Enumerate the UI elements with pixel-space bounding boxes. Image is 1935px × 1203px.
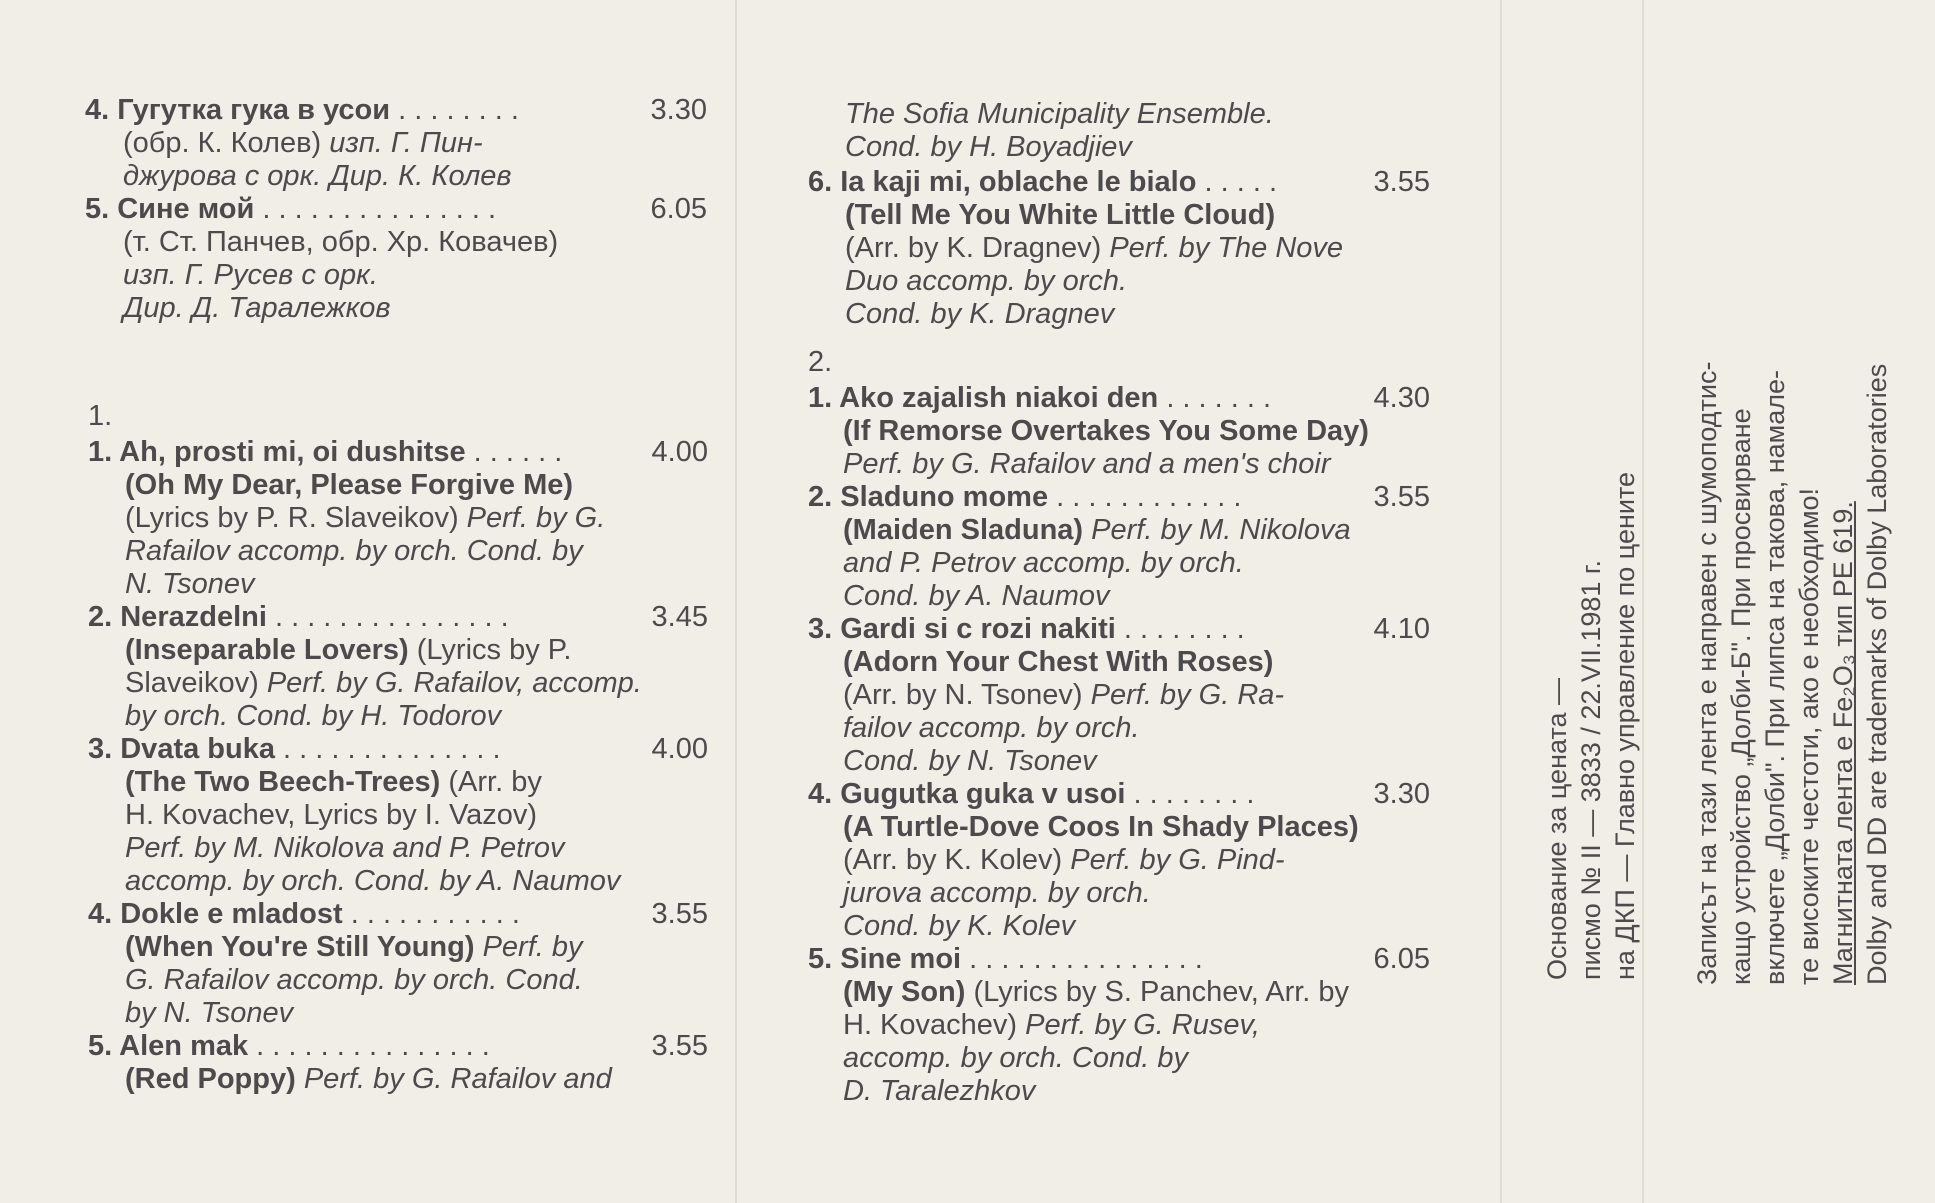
track-credit-line bbox=[125, 865, 620, 898]
track-credit-line bbox=[843, 1009, 1260, 1042]
credit-text bbox=[1083, 514, 1091, 546]
price-line: Основание за цената — bbox=[1542, 678, 1572, 980]
track-title: 5. Сине мой bbox=[85, 193, 255, 225]
credit-text: (Arr. by bbox=[440, 766, 542, 798]
track-title: 1. Ah, prosti mi, oi dushitse bbox=[88, 436, 466, 468]
track-title: 2. Sladuno mome bbox=[808, 481, 1049, 513]
track-heading bbox=[88, 436, 708, 469]
track-credit-line bbox=[843, 514, 1351, 547]
track-title: 4. Gugutka guka v usoi bbox=[808, 778, 1126, 810]
performer-text: accomp. by orch. Cond. by A. Naumov bbox=[125, 865, 621, 897]
track-translation: (When You're Still Young) bbox=[125, 931, 475, 963]
leader-dots: . . . . . . . . . . . . . . . bbox=[266, 601, 509, 633]
leader-dots: . . . . . . bbox=[465, 436, 563, 468]
track-heading bbox=[808, 481, 1430, 514]
track-credit-line bbox=[125, 964, 583, 997]
track-credit-line bbox=[125, 1063, 612, 1096]
fold-line bbox=[1500, 0, 1502, 1203]
credit-text: (обр. К. Колев) bbox=[123, 127, 330, 159]
track-credit-line bbox=[843, 547, 1244, 580]
performer-text: Cond. by H. Boyadjiev bbox=[845, 131, 1132, 163]
fold-line bbox=[1642, 0, 1644, 1203]
track-credit-line bbox=[843, 1075, 1035, 1108]
track-credit-line bbox=[843, 877, 1151, 910]
track-credit-line bbox=[843, 976, 1349, 1009]
track-heading bbox=[808, 382, 1430, 415]
leader-dots: . . . . . . . . bbox=[1125, 778, 1255, 810]
track-duration: 3.45 bbox=[651, 601, 708, 633]
track-credit-line bbox=[123, 226, 558, 259]
performer-text: by orch. Cond. by H. Todorov bbox=[125, 700, 502, 732]
side-label: 1. bbox=[88, 400, 113, 432]
track-credit-line bbox=[845, 199, 1275, 232]
track-duration: 6.05 bbox=[1373, 943, 1430, 975]
dolby-line: включете „Долби". При липса на такова, намале- bbox=[1760, 370, 1790, 985]
track-credit-line bbox=[843, 910, 1075, 943]
track-credit-line bbox=[125, 634, 571, 667]
track-translation: (Maiden Sladuna) bbox=[843, 514, 1084, 546]
track-title: 4. Dokle e mladost bbox=[88, 898, 343, 930]
track-credit-line bbox=[125, 502, 605, 535]
track-duration: 4.30 bbox=[1373, 382, 1430, 414]
track-credit-line bbox=[845, 232, 1343, 265]
track-title: 3. Gardi si c rozi nakiti bbox=[808, 613, 1116, 645]
track-credit-line bbox=[125, 799, 537, 832]
track-translation: (Tell Me You White Little Cloud) bbox=[845, 199, 1276, 231]
track-credit-line bbox=[125, 997, 293, 1030]
track-duration: 3.30 bbox=[650, 94, 707, 126]
track-translation: (If Remorse Overtakes You Some Day) bbox=[843, 415, 1369, 447]
performer-text: G. Rafailov accomp. by orch. Cond. bbox=[125, 964, 583, 996]
track-heading bbox=[808, 778, 1430, 811]
performer-text: accomp. by orch. Cond. by bbox=[843, 1042, 1188, 1074]
track-title: 2. Nerazdelni bbox=[88, 601, 267, 633]
track-credit-line bbox=[843, 844, 1285, 877]
track-credit-line bbox=[125, 568, 255, 601]
performer-text: Perf. by G. bbox=[466, 502, 606, 534]
performer-text: D. Taralezhkov bbox=[843, 1075, 1036, 1107]
leader-dots: . . . . . . . bbox=[1158, 382, 1272, 414]
track-credit-line bbox=[843, 580, 1110, 613]
dolby-line: кащо устройство „Долби-Б". При просвирване bbox=[1726, 408, 1756, 985]
track-title: 5. Sine moi bbox=[808, 943, 962, 975]
performer-text: Дир. Д. Таралежков bbox=[123, 292, 391, 324]
track-duration: 4.10 bbox=[1373, 613, 1430, 645]
track-heading bbox=[85, 193, 707, 226]
track-credit-line bbox=[843, 679, 1284, 712]
track-translation: (Oh My Dear, Please Forgive Me) bbox=[125, 469, 574, 501]
performer-text: N. Tsonev bbox=[125, 568, 255, 600]
track-title: 6. Ia kaji mi, oblache le bialo bbox=[808, 166, 1197, 198]
price-line: на ДКП — Главно управление по цените bbox=[1610, 471, 1640, 980]
credit-text bbox=[296, 1063, 304, 1095]
leader-dots: . . . . . . . . . . . . . . . bbox=[961, 943, 1203, 975]
performer-text: Perf. by bbox=[482, 931, 583, 963]
track-translation: (The Two Beech-Trees) bbox=[125, 766, 441, 798]
track-heading bbox=[85, 94, 707, 127]
performer-text: Perf. by M. Nikolova and P. Petrov bbox=[125, 832, 565, 864]
track-credit-line bbox=[843, 745, 1097, 778]
leader-dots: . . . . . bbox=[1196, 166, 1278, 198]
track-translation: (Adorn Your Chest With Roses) bbox=[843, 646, 1274, 678]
credit-text: (т. Ст. Панчев, обр. Хр. Ковачев) bbox=[123, 226, 559, 258]
credit-text: Slaveikov) bbox=[125, 667, 267, 699]
performer-text: Duo accomp. by orch. bbox=[845, 265, 1128, 297]
track-heading bbox=[88, 1030, 708, 1063]
dolby-line: Dolby and DD are trademarks of Dolby Laboratories bbox=[1862, 363, 1892, 985]
track-credit-line bbox=[125, 766, 542, 799]
credit-text: (Arr. by K. Kolev) bbox=[843, 844, 1071, 876]
credit-text: H. Kovachev, Lyrics by I. Vazov) bbox=[125, 799, 538, 831]
performer-text: jurova accomp. by orch. bbox=[843, 877, 1151, 909]
performer-text: Perf. by G. Rusev, bbox=[1025, 1009, 1260, 1041]
leader-dots: . . . . . . . . . . . . bbox=[1048, 481, 1242, 513]
ensemble-credit bbox=[845, 98, 1274, 131]
track-credit-line bbox=[123, 160, 512, 193]
track-credit-line bbox=[843, 448, 1330, 481]
leader-dots: . . . . . . . . bbox=[390, 94, 519, 126]
performer-text: Perf. by G. Rafailov and a men's choir bbox=[843, 448, 1331, 480]
fold-line bbox=[735, 0, 737, 1203]
track-credit-line bbox=[125, 469, 573, 502]
track-duration: 3.55 bbox=[1373, 166, 1430, 198]
ensemble-credit bbox=[845, 131, 1132, 164]
performer-text: The Sofia Municipality Ensemble. bbox=[845, 98, 1274, 130]
track-title: 4. Гугутка гука в усои bbox=[85, 94, 391, 126]
credit-text bbox=[475, 931, 483, 963]
dolby-notice bbox=[1690, 362, 1894, 985]
track-credit-line bbox=[125, 667, 642, 700]
track-duration: 3.55 bbox=[651, 1030, 708, 1062]
track-heading bbox=[808, 613, 1430, 646]
track-translation: (My Son) bbox=[843, 976, 966, 1008]
credit-text: (Arr. by N. Tsonev) bbox=[843, 679, 1091, 711]
track-heading bbox=[88, 898, 708, 931]
track-heading bbox=[808, 943, 1430, 976]
performer-text: Perf. by M. Nikolova bbox=[1091, 514, 1351, 546]
track-translation: (A Turtle-Dove Coos In Shady Places) bbox=[843, 811, 1359, 843]
track-credit-line bbox=[125, 832, 565, 865]
credit-text: (Lyrics by P. R. Slaveikov) bbox=[125, 502, 467, 534]
performer-text: Cond. by K. Dragnev bbox=[845, 298, 1115, 330]
track-credit-line bbox=[843, 1042, 1188, 1075]
track-duration: 3.30 bbox=[1373, 778, 1430, 810]
performer-text: Perf. by G. Rafailov, accomp. bbox=[266, 667, 642, 699]
track-duration: 6.05 bbox=[650, 193, 707, 225]
performer-text: and P. Petrov accomp. by orch. bbox=[843, 547, 1244, 579]
track-credit-line bbox=[123, 292, 391, 325]
credit-text: H. Kovachev) bbox=[843, 1009, 1026, 1041]
track-translation: (Red Poppy) bbox=[125, 1063, 296, 1095]
track-credit-line bbox=[843, 415, 1369, 448]
leader-dots: . . . . . . . . . . . bbox=[342, 898, 520, 930]
price-notice bbox=[1540, 472, 1642, 980]
price-line: писмо № II — 3833 / 22.VII.1981 г. bbox=[1576, 560, 1606, 980]
performer-text: by N. Tsonev bbox=[125, 997, 294, 1029]
track-heading bbox=[88, 601, 708, 634]
leader-dots: . . . . . . . . bbox=[1115, 613, 1245, 645]
track-heading bbox=[808, 166, 1430, 199]
performer-text: Perf. by G. Rafailov and bbox=[303, 1063, 612, 1095]
leader-dots: . . . . . . . . . . . . . . . bbox=[248, 1030, 490, 1062]
track-title: 1. Ako zajalish niakoi den bbox=[808, 382, 1159, 414]
track-duration: 4.00 bbox=[651, 733, 708, 765]
track-heading bbox=[88, 733, 708, 766]
track-credit-line bbox=[843, 712, 1140, 745]
leader-dots: . . . . . . . . . . . . . . bbox=[274, 733, 501, 765]
track-credit-line bbox=[125, 931, 583, 964]
track-title: 5. Alen mak bbox=[88, 1030, 249, 1062]
track-title: 3. Dvata buka bbox=[88, 733, 275, 765]
credit-text: (Lyrics by P. bbox=[408, 634, 572, 666]
track-credit-line bbox=[843, 811, 1359, 844]
dolby-line: те високите честоти, ако е необходимо! bbox=[1794, 487, 1824, 985]
performer-text: Perf. by G. Pind- bbox=[1070, 844, 1285, 876]
dolby-line: Магнитната лента е Fe₂O₃ тип PE 619. bbox=[1828, 501, 1858, 985]
track-credit-line bbox=[125, 700, 501, 733]
track-credit-line bbox=[845, 265, 1127, 298]
performer-text: Cond. by N. Tsonev bbox=[843, 745, 1097, 777]
performer-text: Rafailov accomp. by orch. Cond. by bbox=[125, 535, 583, 567]
performer-text: failov accomp. by orch. bbox=[843, 712, 1140, 744]
track-credit-line bbox=[843, 646, 1273, 679]
credit-text: (Arr. by K. Dragnev) bbox=[845, 232, 1110, 264]
performer-text: джурова с орк. Дир. К. Колев bbox=[123, 160, 512, 192]
track-credit-line bbox=[125, 535, 583, 568]
track-credit-line bbox=[123, 127, 483, 160]
performer-text: изп. Г. Русев с орк. bbox=[123, 259, 378, 291]
performer-text: Cond. by A. Naumov bbox=[843, 580, 1110, 612]
track-credit-line bbox=[123, 259, 378, 292]
track-duration: 4.00 bbox=[651, 436, 708, 468]
side-label: 2. bbox=[808, 346, 833, 378]
performer-text: Cond. by K. Kolev bbox=[843, 910, 1076, 942]
track-credit-line bbox=[845, 298, 1114, 331]
performer-text: изп. Г. Пин- bbox=[329, 127, 483, 159]
performer-text: Perf. by The Nove bbox=[1109, 232, 1344, 264]
track-translation: (Inseparable Lovers) bbox=[125, 634, 409, 666]
performer-text: Perf. by G. Ra- bbox=[1090, 679, 1285, 711]
leader-dots: . . . . . . . . . . . . . . . bbox=[254, 193, 497, 225]
dolby-line: Записът на тази лента е направен с шумоподтис- bbox=[1692, 361, 1722, 985]
track-duration: 3.55 bbox=[651, 898, 708, 930]
credit-text: (Lyrics by S. Panchev, Arr. by bbox=[965, 976, 1350, 1008]
track-duration: 3.55 bbox=[1373, 481, 1430, 513]
